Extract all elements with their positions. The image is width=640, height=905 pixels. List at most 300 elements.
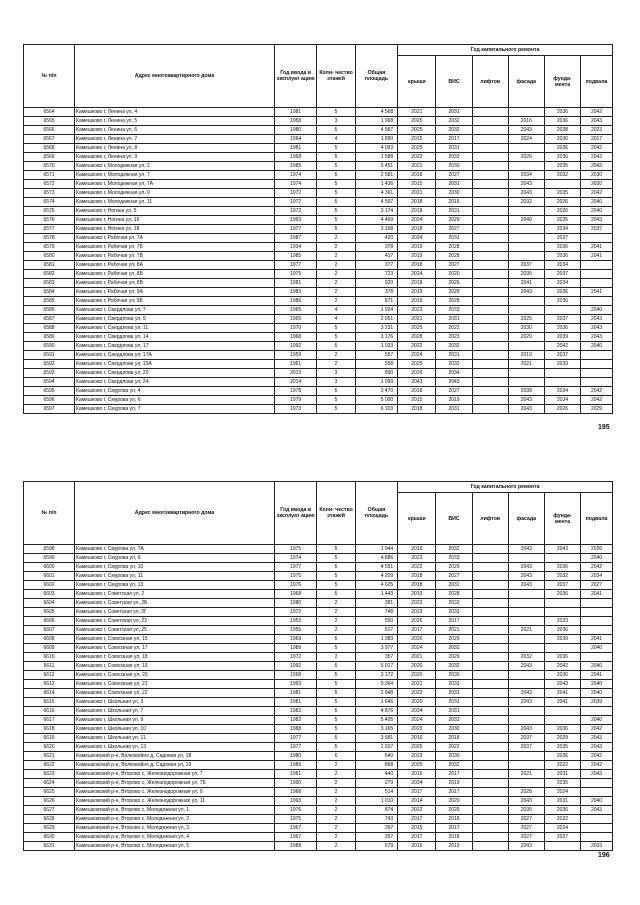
cell-area: 3 172 [355, 671, 398, 680]
cell-year: 1973 [274, 405, 317, 414]
header-vis: ВИС [436, 56, 472, 108]
cell-area: 3 977 [355, 644, 398, 653]
cell-year: 1967 [274, 833, 317, 842]
cell-foundation: 2024 [544, 788, 580, 797]
cell-basement: 2042 [581, 387, 613, 396]
cell-floors: 5 [317, 171, 355, 180]
cell-floors: 2 [317, 360, 355, 369]
cell-basement: 2033 [581, 842, 613, 851]
cell-foundation: 2035 [544, 216, 580, 225]
table-header-row [24, 45, 613, 56]
cell-facade: 2043 [508, 180, 544, 189]
cell-basement [581, 815, 613, 824]
cell-floors: 5 [317, 581, 355, 590]
cell-basement: 2017 [581, 135, 613, 144]
cell-floors: 4 [317, 306, 355, 315]
cell-floors: 2 [317, 252, 355, 261]
cell-floors: 5 [317, 734, 355, 743]
cell-foundation: 2032 [544, 815, 580, 824]
cell-foundation: 2031 [544, 770, 580, 779]
cell-vis: 2028 [436, 297, 472, 306]
cell-basement [581, 788, 613, 797]
cell-num: 6596 [24, 396, 75, 405]
cell-num: 6599 [24, 554, 75, 563]
cell-facade: 2037 [508, 734, 544, 743]
table-row [24, 797, 613, 806]
cell-address: Камешково г, Ногина ул, 18 [75, 225, 275, 234]
cell-vis: 2027 [436, 572, 472, 581]
table-row [24, 761, 613, 770]
cell-vis: 2033 [436, 599, 472, 608]
cell-roof: 2019 [398, 288, 436, 297]
cell-foundation: 2034 [544, 225, 580, 234]
table-row [24, 689, 613, 698]
cell-foundation: 2036 [544, 135, 580, 144]
cell-roof: 2022 [398, 806, 436, 815]
cell-basement: 2040 [581, 680, 613, 689]
cell-address: Камешково г, Совхозная ул, 22 [75, 689, 275, 698]
cell-num: 6586 [24, 306, 75, 315]
cell-address: Камешково г, Совхозная ул, 21 [75, 680, 275, 689]
cell-address: Камешково г, Рабочая ул, 9Б [75, 297, 275, 306]
table-row [24, 554, 613, 563]
cell-lifts [472, 108, 508, 117]
cell-roof: 2021 [398, 162, 436, 171]
cell-floors: 5 [317, 225, 355, 234]
cell-facade [508, 590, 544, 599]
cell-year: 1970 [274, 324, 317, 333]
cell-roof: 2025 [398, 126, 436, 135]
cell-area: 4 625 [355, 581, 398, 590]
cell-lifts [472, 554, 508, 563]
cell-foundation: 2035 [544, 779, 580, 788]
cell-basement: 2041 [581, 590, 613, 599]
cell-basement [581, 270, 613, 279]
cell-lifts [472, 405, 508, 414]
cell-num: 6603 [24, 590, 75, 599]
cell-year: 1977 [274, 743, 317, 752]
cell-roof: 2023 [398, 306, 436, 315]
cell-vis: 2020 [436, 270, 472, 279]
cell-basement: 2042 [581, 189, 613, 198]
cell-basement: 2040 [581, 662, 613, 671]
cell-facade: 2043 [508, 797, 544, 806]
cell-num: 6571 [24, 171, 75, 180]
cell-address: Камешково г, Советская ул, 2 [75, 590, 275, 599]
cell-address: Камешково г, Смурова ул, 4 [75, 387, 275, 396]
cell-foundation [544, 378, 580, 387]
cell-area: 357 [355, 653, 398, 662]
cell-vis: 2018 [436, 734, 472, 743]
cell-roof: 2015 [398, 396, 436, 405]
cell-num: 6587 [24, 315, 75, 324]
cell-floors: 5 [317, 662, 355, 671]
cell-num: 6591 [24, 351, 75, 360]
cell-basement: 2042 [581, 725, 613, 734]
header-roof: крыши [398, 493, 436, 545]
cell-lifts [472, 689, 508, 698]
cell-basement: 2043 [581, 324, 613, 333]
cell-vis: 2031 [436, 108, 472, 117]
cell-facade: 2027 [508, 833, 544, 842]
cell-address: Камешково г, Смурова ул, 7 [75, 405, 275, 414]
cell-address: Камешковский р-н, Второво с, Молодежная ул, 5 [75, 842, 275, 851]
header-floors: Коли- чество этажей [317, 45, 355, 108]
cell-facade: 2043 [508, 189, 544, 198]
cell-basement: 2043 [581, 770, 613, 779]
cell-num: 6582 [24, 270, 75, 279]
cell-address: Камешково г, Смурова ул, 10 [75, 563, 275, 572]
cell-roof: 2018 [398, 405, 436, 414]
cell-area: 1 033 [355, 342, 398, 351]
cell-address: Камешковский р-н, Второво с, Молодежная ул, 1 [75, 806, 275, 815]
cell-num: 6629 [24, 824, 75, 833]
cell-foundation: 2038 [544, 126, 580, 135]
cell-lifts [472, 770, 508, 779]
cell-lifts [472, 725, 508, 734]
cell-lifts [472, 599, 508, 608]
cell-address: Камешково г, Совхозная ул, 19 [75, 662, 275, 671]
cell-vis: 2032 [436, 360, 472, 369]
cell-basement: 2020 [581, 180, 613, 189]
cell-address: Камешково г, Смурова ул, 13 [75, 581, 275, 590]
cell-address: Камешково г, Свердлова ул, 24 [75, 378, 275, 387]
header-year: Год ввода в эксплуат ацию [274, 482, 317, 545]
cell-facade: 2043 [508, 405, 544, 414]
cell-area: 874 [355, 806, 398, 815]
cell-foundation: 2036 [544, 590, 580, 599]
cell-num: 6618 [24, 725, 75, 734]
table-row [24, 405, 613, 414]
cell-roof: 2016 [398, 545, 436, 554]
cell-floors: 5 [317, 126, 355, 135]
cell-basement [581, 234, 613, 243]
cell-year: 1993 [274, 797, 317, 806]
cell-foundation [544, 306, 580, 315]
cell-num: 6588 [24, 324, 75, 333]
cell-floors: 5 [317, 707, 355, 716]
cell-basement: 2042 [581, 761, 613, 770]
cell-lifts [472, 378, 508, 387]
cell-year: 1968 [274, 788, 317, 797]
cell-foundation: 2041 [544, 698, 580, 707]
cell-floors: 5 [317, 572, 355, 581]
cell-year: 1974 [274, 171, 317, 180]
table-row [24, 396, 613, 405]
cell-year: 1993 [274, 216, 317, 225]
cell-facade: 2028 [508, 788, 544, 797]
cell-vis: 2020 [436, 797, 472, 806]
cell-area: 5 364 [355, 680, 398, 689]
cell-facade: 2043 [508, 698, 544, 707]
cell-floors: 4 [317, 135, 355, 144]
cell-lifts [472, 626, 508, 635]
cell-vis: 2043 [436, 378, 472, 387]
cell-vis: 2033 [436, 554, 472, 563]
cell-basement: 2041 [581, 671, 613, 680]
cell-basement [581, 378, 613, 387]
cell-vis: 2030 [436, 162, 472, 171]
cell-address: Камешковский р-н, Второво с, Молодежная ул, 4 [75, 833, 275, 842]
cell-year: 1988 [274, 842, 317, 851]
cell-num: 6580 [24, 252, 75, 261]
table-row [24, 599, 613, 608]
cell-roof: 2025 [398, 117, 436, 126]
cell-lifts [472, 590, 508, 599]
cell-address: Камешковский р-н, Второво с, Молодежная ул, 2 [75, 815, 275, 824]
cell-area: 4 876 [355, 707, 398, 716]
cell-num: 6573 [24, 189, 75, 198]
cell-year: 1992 [274, 662, 317, 671]
cell-roof: 2029 [398, 369, 436, 378]
header-lifts: лифтов [472, 493, 508, 545]
cell-lifts [472, 198, 508, 207]
cell-num: 6574 [24, 198, 75, 207]
cell-num: 6564 [24, 108, 75, 117]
table-row [24, 698, 613, 707]
cell-num: 6609 [24, 644, 75, 653]
cell-year: 1983 [274, 707, 317, 716]
table-row [24, 243, 613, 252]
cell-year: 1972 [274, 198, 317, 207]
cell-lifts [472, 545, 508, 554]
cell-foundation [544, 608, 580, 617]
cell-lifts [472, 126, 508, 135]
cell-lifts [472, 662, 508, 671]
cell-area: 4 591 [355, 563, 398, 572]
cell-facade: 2043 [508, 662, 544, 671]
cell-facade: 2043 [508, 725, 544, 734]
cell-foundation: 2036 [544, 288, 580, 297]
cell-year: 1979 [274, 396, 317, 405]
cell-floors: 5 [317, 545, 355, 554]
cell-lifts [472, 288, 508, 297]
cell-year: 1985 [274, 252, 317, 261]
cell-address: Камешково г, Ленина ул, 7 [75, 135, 275, 144]
cell-address: Камешково г, Рабочая ул, 8Б [75, 270, 275, 279]
cell-vis: 2032 [436, 662, 472, 671]
cell-vis: 2027 [436, 171, 472, 180]
cell-basement [581, 608, 613, 617]
cell-facade [508, 779, 544, 788]
cell-lifts [472, 324, 508, 333]
cell-roof: 2020 [398, 671, 436, 680]
table-row [24, 189, 613, 198]
cell-basement [581, 297, 613, 306]
cell-year: 1989 [274, 644, 317, 653]
cell-roof: 2019 [398, 252, 436, 261]
cell-basement: 2040 [581, 207, 613, 216]
cell-facade [508, 635, 544, 644]
cell-area: 2 848 [355, 689, 398, 698]
cell-vis: 2022 [436, 743, 472, 752]
cell-num: 6613 [24, 680, 75, 689]
cell-address: Камешково г, Совхозная ул, 20 [75, 671, 275, 680]
header-basement: подвала [581, 493, 613, 545]
cell-num: 6600 [24, 563, 75, 572]
cell-num: 6631 [24, 842, 75, 851]
cell-floors: 5 [317, 207, 355, 216]
cell-num: 6590 [24, 342, 75, 351]
cell-floors: 5 [317, 198, 355, 207]
cell-vis: 2029 [436, 653, 472, 662]
cell-floors: 4 [317, 315, 355, 324]
table-row [24, 108, 613, 117]
cell-num: 6576 [24, 216, 75, 225]
cell-num: 6575 [24, 207, 75, 216]
cell-floors: 5 [317, 324, 355, 333]
cell-basement [581, 779, 613, 788]
cell-floors: 5 [317, 153, 355, 162]
table-body [24, 545, 613, 851]
cell-vis: 2017 [436, 824, 472, 833]
cell-address: Камешково г, Советская ул, 25 [75, 626, 275, 635]
cell-num: 6624 [24, 779, 75, 788]
cell-roof: 2025 [398, 761, 436, 770]
cell-area: 378 [355, 243, 398, 252]
cell-lifts [472, 234, 508, 243]
cell-facade: 2034 [508, 171, 544, 180]
cell-roof: 2023 [398, 752, 436, 761]
cell-roof: 2021 [398, 189, 436, 198]
cell-vis: 2032 [436, 342, 472, 351]
cell-basement [581, 351, 613, 360]
cell-basement [581, 707, 613, 716]
cell-lifts [472, 261, 508, 270]
cell-num: 6578 [24, 234, 75, 243]
cell-roof: 2021 [398, 315, 436, 324]
cell-address: Камешковский р-н, Волковойно д, Садовая ул, 19 [75, 761, 275, 770]
table-row [24, 279, 613, 288]
cell-floors: 5 [317, 635, 355, 644]
cell-lifts [472, 743, 508, 752]
cell-basement: 2043 [581, 216, 613, 225]
cell-lifts [472, 162, 508, 171]
cell-foundation [544, 644, 580, 653]
repair-schedule-table [23, 44, 613, 414]
cell-vis: 2017 [436, 617, 472, 626]
cell-facade: 2038 [508, 387, 544, 396]
cell-facade: 2021 [508, 770, 544, 779]
cell-vis: 2019 [436, 396, 472, 405]
cell-area: 377 [355, 261, 398, 270]
cell-area: 4 886 [355, 554, 398, 563]
cell-address: Камешково г, Школьная ул, 7 [75, 707, 275, 716]
cell-floors: 3 [317, 378, 355, 387]
table-row [24, 653, 613, 662]
header-repair-group: Год капитального ремонта [398, 482, 613, 493]
table-row [24, 261, 613, 270]
cell-num: 6607 [24, 626, 75, 635]
cell-year: 1987 [274, 234, 317, 243]
cell-vis: 2031 [436, 207, 472, 216]
cell-roof: 2021 [398, 680, 436, 689]
cell-basement: 2042 [581, 752, 613, 761]
cell-address: Камешково г, Свердлова ул, 17А [75, 351, 275, 360]
cell-floors: 5 [317, 180, 355, 189]
cell-roof: 2018 [398, 171, 436, 180]
cell-floors: 2 [317, 243, 355, 252]
cell-floors: 2 [317, 770, 355, 779]
table-row [24, 707, 613, 716]
cell-roof: 2020 [398, 662, 436, 671]
cell-area: 1 890 [355, 135, 398, 144]
cell-floors: 5 [317, 342, 355, 351]
cell-foundation: 2037 [544, 351, 580, 360]
cell-roof: 2023 [398, 599, 436, 608]
cell-lifts [472, 270, 508, 279]
cell-basement: 2043 [581, 734, 613, 743]
cell-floors: 2 [317, 806, 355, 815]
cell-area: 397 [355, 833, 398, 842]
cell-foundation: 2043 [544, 545, 580, 554]
cell-basement: 2040 [581, 689, 613, 698]
cell-vis: 2032 [436, 761, 472, 770]
table-row [24, 126, 613, 135]
cell-roof: 2024 [398, 351, 436, 360]
cell-foundation: 2034 [544, 279, 580, 288]
cell-roof: 2023 [398, 554, 436, 563]
cell-lifts [472, 369, 508, 378]
cell-floors: 2 [317, 288, 355, 297]
cell-facade [508, 671, 544, 680]
cell-roof: 2026 [398, 617, 436, 626]
repair-schedule-table [23, 481, 613, 851]
cell-vis: 2031 [436, 689, 472, 698]
cell-year: 1988 [274, 725, 317, 734]
cell-area: 6 103 [355, 405, 398, 414]
cell-area: 3 581 [355, 734, 398, 743]
cell-address: Камешково г, Советская ул, 23 [75, 617, 275, 626]
cell-num: 6567 [24, 135, 75, 144]
cell-roof: 2017 [398, 788, 436, 797]
cell-facade [508, 162, 544, 171]
cell-floors: 2 [317, 779, 355, 788]
cell-lifts [472, 581, 508, 590]
cell-num: 6566 [24, 126, 75, 135]
cell-facade [508, 608, 544, 617]
cell-num: 6569 [24, 153, 75, 162]
table-body [24, 108, 613, 414]
cell-lifts [472, 698, 508, 707]
cell-year: 1985 [274, 162, 317, 171]
cell-basement: 2040 [581, 797, 613, 806]
cell-year: 1981 [274, 279, 317, 288]
cell-foundation: 2036 [544, 252, 580, 261]
cell-area: 748 [355, 608, 398, 617]
table-row [24, 342, 613, 351]
cell-vis: 2030 [436, 671, 472, 680]
cell-address: Камешково г, Школьная ул, 3 [75, 698, 275, 707]
cell-roof: 2022 [398, 563, 436, 572]
cell-roof: 2018 [398, 198, 436, 207]
cell-floors: 2 [317, 608, 355, 617]
table-row [24, 563, 613, 572]
table-row [24, 351, 613, 360]
cell-year: 1961 [274, 360, 317, 369]
cell-year: 1959 [274, 351, 317, 360]
cell-vis: 2017 [436, 770, 472, 779]
cell-lifts [472, 252, 508, 261]
cell-lifts [472, 216, 508, 225]
cell-roof: 2043 [398, 378, 436, 387]
cell-foundation: 2031 [544, 797, 580, 806]
cell-area: 378 [355, 288, 398, 297]
cell-vis: 2033 [436, 153, 472, 162]
cell-address: Камешково г, Ленина ул, 8 [75, 144, 275, 153]
cell-lifts [472, 135, 508, 144]
cell-num: 6597 [24, 405, 75, 414]
